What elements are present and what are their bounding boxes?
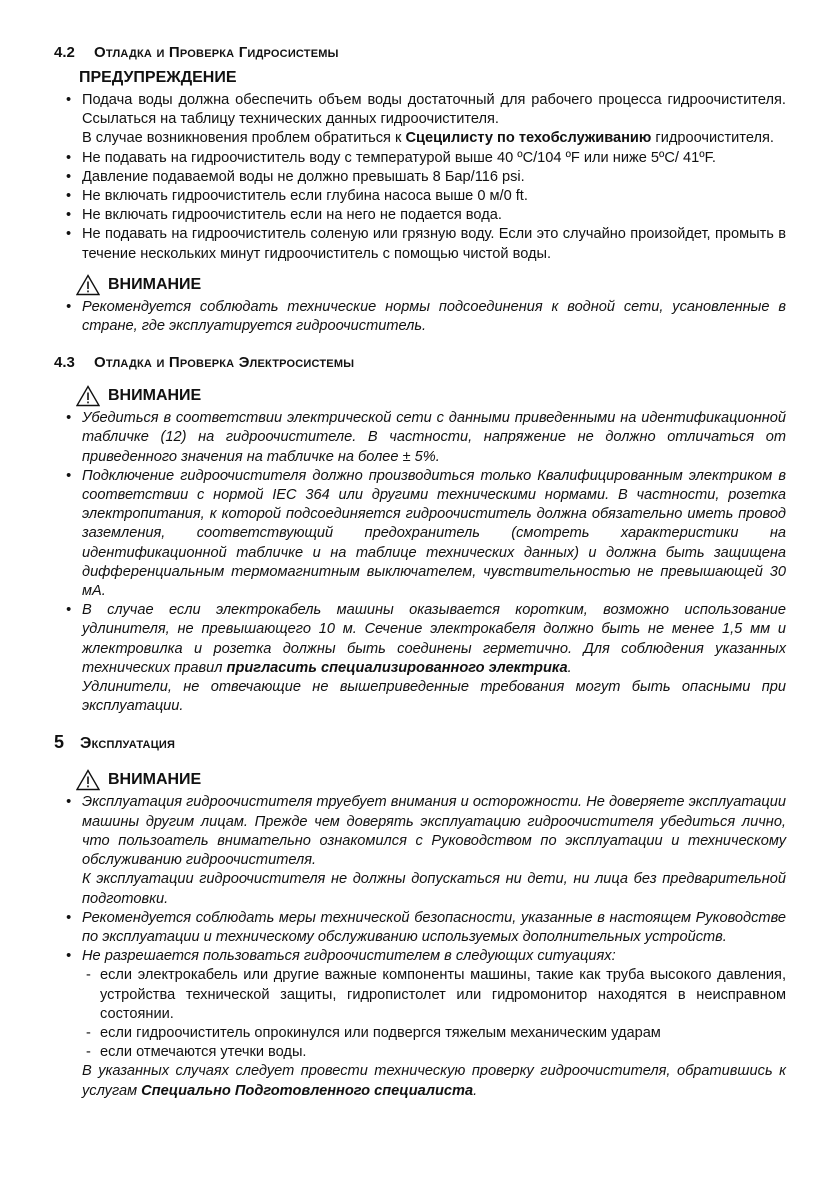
list-item: • Не подавать на гидроочиститель воду с температурой выше 40 ºC/104 ºF или ниже 5ºC/ 41ºF. <box>54 149 786 168</box>
list-item-text <box>82 1062 786 1100</box>
dash-item: - если электрокабель или другие важные компоненты машины, такие как труба высокого давления, устройства технической защиты, гидропистолет или гидромонитор находятся в неисправном состоянии. <box>82 966 786 1024</box>
section-number: 4.2 <box>54 44 75 61</box>
section-4-3-heading <box>54 354 786 371</box>
section-number: 5 <box>54 732 65 753</box>
situation-list <box>82 966 786 1062</box>
final-bold-text: Специально Подготовленного специалиста <box>141 1082 474 1099</box>
attention-label: ВНИМАНИЕ <box>108 387 202 405</box>
list-item-text: Удлинители, не отвечающие не вышеприведенные требования могут быть опасными при эксплуатации. <box>82 679 786 715</box>
list-item-text: • Не разрешается пользоваться гидроочистителем в следующих ситуациях: <box>82 948 616 965</box>
dash-item: - если гидроочиститель опрокинулся или подвергся тяжелым механическим ударам <box>82 1024 786 1043</box>
list-item-text: • Эксплуатация гидроочистителя труебует внимания и осторожности. Не доверяете эксплуатации машины другим лицам. Прежде чем доверять эксплуатацию гидроочистителя убедиться лично, что пользоатель внимательно ознакомился с Руководством по эксплуатации и техническому обслуживанию гидроочистителя. <box>82 794 786 869</box>
list-item-text: гидроочистителя. <box>651 130 774 147</box>
list-item: • Не включать гидроочиститель если на него не подается вода. <box>54 206 786 225</box>
final-text: . <box>473 1082 478 1099</box>
warning-triangle-icon <box>76 274 100 296</box>
list-item-text: В случае возникновения проблем обратиться к <box>82 130 406 147</box>
section-title: Отладка и Проверка Гидросистемы <box>94 44 339 61</box>
attention-list <box>54 409 786 716</box>
list-item <box>54 947 786 1101</box>
list-item <box>54 601 786 716</box>
list-item-text: В случае если электрокабель машины оказывается коротким, возможно использование удлинителя, не превышающего 10 м. Сечение электрокабеля должно быть не менее 1,5 мм и жлектровилка и розетка должны быть соединены герметично. Для соблюдения указанных технических правил <box>82 602 786 676</box>
attention-list <box>54 298 786 336</box>
section-5-heading <box>54 732 786 753</box>
attention-label: ВНИМАНИЕ <box>108 275 202 293</box>
attention-heading <box>76 769 786 791</box>
section-number: 4.3 <box>54 354 75 372</box>
list-item: • Не подавать на гидроочиститель соленую или грязную воду. Если это случайно произойдет, промыть в течение нескольких минут гидроочиститель с помощью чистой воды. <box>54 225 786 263</box>
list-item-bold-text: пригласить специализированного электрика <box>226 659 568 676</box>
list-item: • Не включать гидроочиститель если глубина насоса выше 0 м/0 ft. <box>54 187 786 206</box>
list-item-text: К эксплуатации гидроочистителя не должны допускаться ни дети, ни лица без предварительной подготовки. <box>82 871 786 907</box>
warning-heading: ПРЕДУПРЕЖДЕНИЕ <box>79 69 237 86</box>
list-item-bold-text: Сцецилисту по техобслуживанию <box>405 130 652 147</box>
list-item <box>54 91 786 149</box>
attention-list <box>54 793 786 1100</box>
list-item: • Рекомендуется соблюдать меры технической безопасности, указанные в настоящем Руководстве по эксплуатации и техническому обслуживанию используемых дополнительных устройств. <box>54 909 786 947</box>
list-item-text: . <box>567 659 572 676</box>
final-text: В указанных случаях следует провести техническую проверку гидроочистителя, обратившись к услугам <box>82 1063 786 1099</box>
warning-triangle-icon <box>76 769 100 791</box>
attention-label: ВНИМАНИЕ <box>108 771 202 789</box>
section-title: Отладка и Проверка Электросистемы <box>94 354 355 372</box>
section-title: Эксплуатация <box>80 735 176 753</box>
warning-triangle-icon <box>76 385 100 407</box>
list-item <box>54 793 786 908</box>
warning-list <box>54 91 786 264</box>
section-4-2-heading <box>54 44 786 61</box>
list-item-text: • Подача воды должна обеспечить объем воды достаточный для рабочего процесса гидроочистителя. Ссылаться на таблицу технических данных гидроочистителя. <box>82 92 786 128</box>
attention-heading <box>76 385 786 407</box>
list-item: • Подключение гидроочистителя должно производиться только Квалифицированным электриком в соответствии с нормой IEC 364 или другими техническими нормами. В частности, розетка электропитания, к которой подсоединяется гидроочиститель должна обязательно иметь провод заземления, соответствующий предохранитель (смотреть характеристики на идентификационной табличке и на таблице технических данных) и должна быть защищена дифференциальным термомагнитным выключателем, чувствительностью не превышающей 30 мА. <box>54 467 786 601</box>
dash-item: - если отмечаются утечки воды. <box>82 1043 786 1062</box>
list-item: • Рекомендуется соблюдать технические нормы подсоединения к водной сети, усановленные в стране, где эксплуатируется гидроочиститель. <box>54 298 786 336</box>
list-item: • Давление подаваемой воды не должно превышать 8 Бар/116 psi. <box>54 168 786 187</box>
attention-heading <box>76 274 786 296</box>
list-item: • Убедиться в соответствии электрической сети с данными приведенными на идентификационной табличке (12) на гидроочистителе. В частности, напряжение не должно отличаться от приведенного значения на табличке на более ± 5%. <box>54 409 786 467</box>
